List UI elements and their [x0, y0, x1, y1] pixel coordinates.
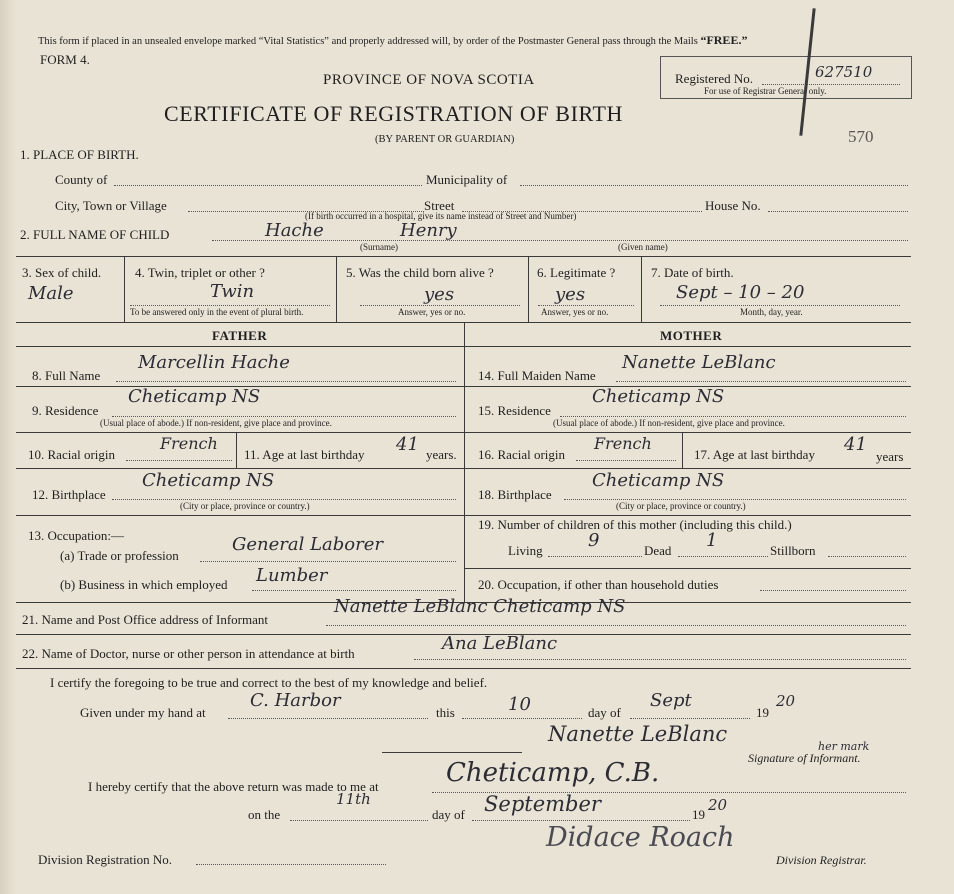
registrar-day-of-label: day of [432, 807, 465, 822]
twin-note: To be answered only in the event of plural birth. [130, 307, 304, 317]
father-name-value: Marcellin Hache [138, 352, 290, 373]
child-name-label: 2. FULL NAME OF CHILD [20, 227, 170, 242]
father-residence-note: (Usual place of abode.) If non-resident, give place and province. [100, 418, 332, 428]
mother-residence-note: (Usual place of abode.) If non-resident, give place and province. [553, 418, 785, 428]
registrar-caption: Division Registrar. [776, 853, 867, 867]
occupation-label: 13. Occupation:— [28, 528, 125, 543]
father-birthplace-note: (City or place, province or country.) [180, 501, 310, 511]
mother-name-label: 14. Full Maiden Name [478, 368, 596, 383]
father-years: years. [426, 447, 457, 462]
county-line [114, 185, 422, 186]
mother-years: years [876, 449, 904, 464]
mother-race-label: 16. Racial origin [478, 447, 566, 462]
dead-label: Dead [644, 543, 672, 558]
children-count-label: 19. Number of children of this mother (including this child.) [478, 517, 792, 532]
father-age-label: 11. Age at last birthday [244, 447, 365, 462]
alive-label: 5. Was the child born alive ? [346, 265, 494, 280]
mother-birthplace-value: Cheticamp NS [592, 470, 725, 491]
father-residence-label: 9. Residence [32, 403, 99, 418]
twin-value: Twin [210, 281, 255, 302]
on-the-label: on the [248, 807, 281, 822]
mother-birthplace-note: (City or place, province or country.) [616, 501, 746, 511]
division-registration-label: Division Registration No. [38, 852, 172, 867]
mother-residence-label: 15. Residence [478, 403, 551, 418]
father-age-value: 41 [396, 434, 419, 455]
stillborn-label: Stillborn [770, 543, 816, 558]
child-given-name: Henry [400, 220, 457, 241]
county-label: County of [55, 172, 108, 187]
sex-value: Male [28, 283, 74, 304]
mother-age-label: 17. Age at last birthday [694, 447, 815, 462]
father-birthplace-label: 12. Birthplace [32, 487, 106, 502]
mother-residence-value: Cheticamp NS [592, 386, 725, 407]
registrar-signature: Didace Roach [546, 822, 735, 853]
place-of-birth-label: 1. PLACE OF BIRTH. [20, 147, 139, 162]
dob-label: 7. Date of birth. [651, 265, 734, 280]
this-label: this [436, 705, 455, 720]
attendant-label: 22. Name of Doctor, nurse or other person in attendance at birth [22, 646, 355, 661]
paper-left-edge [0, 0, 16, 894]
given-at-value: C. Harbor [250, 690, 341, 711]
father-birthplace-value: Cheticamp NS [142, 470, 275, 491]
registered-label: Registered No. [675, 71, 753, 86]
province-heading: PROVINCE OF NOVA SCOTIA [323, 72, 535, 88]
mailing-notice: This form if placed in an unsealed envelope marked “Vital Statistics” and properly addressed will, by order of the Postmaster General pass through the Mails “FREE.” [38, 33, 748, 47]
child-surname: Hache [265, 220, 324, 241]
mother-birthplace-label: 18. Birthplace [478, 487, 552, 502]
registrar-day-value: 11th [336, 790, 371, 808]
father-residence-value: Cheticamp NS [128, 386, 261, 407]
trade-value: General Laborer [232, 534, 383, 555]
living-label: Living [508, 543, 543, 558]
registrar-month-value: September [484, 792, 601, 816]
informant-signature: Nanette LeBlanc [548, 722, 728, 746]
father-race-value: French [160, 434, 218, 453]
father-heading: FATHER [212, 328, 268, 343]
mother-name-value: Nanette LeBlanc [622, 352, 776, 373]
dead-value: 1 [706, 530, 718, 551]
registrar-place-value: Cheticamp, C.B. [446, 758, 660, 788]
year-prefix: 19 [756, 705, 769, 720]
registrar-year-prefix: 19 [692, 807, 705, 822]
municipality-label: Municipality of [426, 172, 508, 187]
business-value: Lumber [256, 565, 328, 586]
hospital-note: (If birth occurred in a hospital, give its name instead of Street and Number) [305, 211, 577, 221]
municipality-line [520, 185, 908, 186]
trade-label: (a) Trade or profession [60, 548, 179, 563]
stamped-number: 570 [848, 127, 874, 146]
attendant-value: Ana LeBlanc [442, 633, 558, 654]
business-label: (b) Business in which employed [60, 577, 228, 592]
certify-statement: I certify the foregoing to be true and correct to the best of my knowledge and belief. [50, 675, 488, 690]
year-value: 20 [776, 692, 796, 710]
alive-note: Answer, yes or no. [398, 307, 466, 317]
alive-value: yes [424, 284, 455, 305]
mother-age-value: 41 [844, 434, 867, 455]
registered-number: 627510 [815, 63, 873, 81]
dob-value: Sept – 10 – 20 [676, 282, 805, 303]
mother-race-value: French [594, 434, 652, 453]
this-day-value: 10 [508, 694, 531, 715]
legitimate-label: 6. Legitimate ? [537, 265, 616, 280]
informant-label: 21. Name and Post Office address of Informant [22, 612, 268, 627]
sex-label: 3. Sex of child. [22, 265, 102, 280]
mother-occupation-label: 20. Occupation, if other than household duties [478, 577, 719, 592]
dob-note: Month, day, year. [740, 307, 803, 317]
page-title: CERTIFICATE OF REGISTRATION OF BIRTH [164, 101, 623, 126]
house-label: House No. [705, 198, 761, 213]
informant-signature-caption: Signature of Informant. [748, 751, 861, 765]
street-label: Street [424, 198, 455, 213]
city-label: City, Town or Village [55, 198, 167, 213]
legitimate-note: Answer, yes or no. [541, 307, 609, 317]
given-at-label: Given under my hand at [80, 705, 206, 720]
day-of-value: Sept [650, 690, 692, 711]
mother-heading: MOTHER [660, 328, 723, 343]
surname-caption: (Surname) [360, 242, 398, 252]
living-value: 9 [588, 530, 600, 551]
father-race-label: 10. Racial origin [28, 447, 116, 462]
day-of-label: day of [588, 705, 621, 720]
form-number: FORM 4. [40, 52, 90, 67]
given-caption: (Given name) [618, 242, 668, 252]
father-name-label: 8. Full Name [32, 368, 101, 383]
registrar-year-value: 20 [708, 796, 728, 814]
page-subtitle: (BY PARENT OR GUARDIAN) [375, 134, 515, 145]
registrar-statement: I hereby certify that the above return was made to me at [88, 779, 379, 794]
legitimate-value: yes [555, 284, 586, 305]
twin-label: 4. Twin, triplet or other ? [135, 265, 265, 280]
informant-mark: her mark [818, 740, 870, 753]
registrar-only-note: For use of Registrar General only. [704, 86, 827, 96]
house-line [768, 211, 908, 212]
informant-value: Nanette LeBlanc Cheticamp NS [334, 596, 626, 617]
